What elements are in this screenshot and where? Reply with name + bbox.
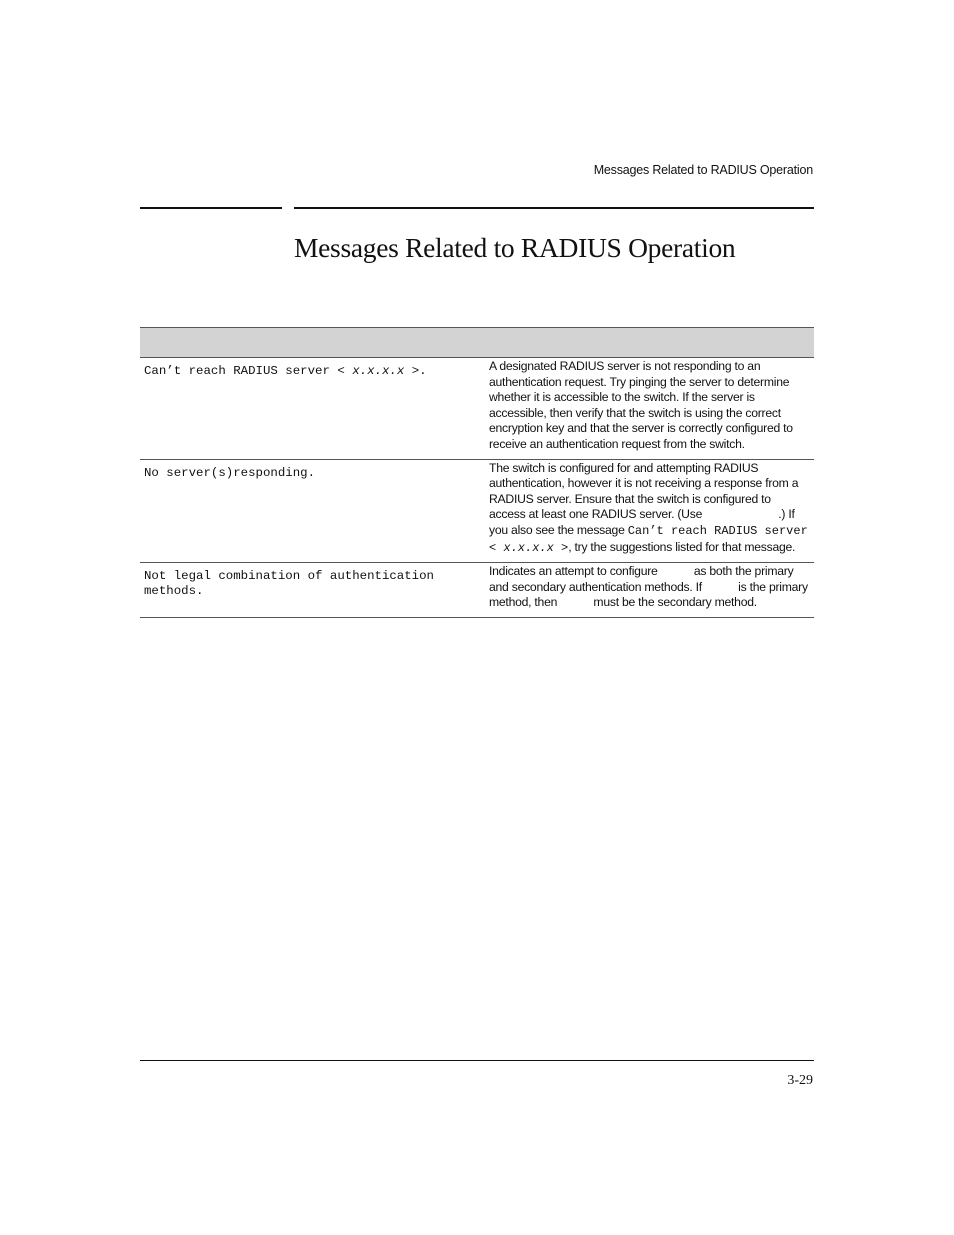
description-cell (481, 459, 814, 563)
message-text: Can’t reach RADIUS server < (144, 364, 353, 378)
message-text-end: >. (404, 364, 427, 378)
description-text: is the primary method, then (489, 579, 808, 610)
description-text: as both the primary and secondary authentication methods. If (489, 564, 794, 594)
message-cell (140, 563, 481, 618)
inline-code: > (553, 540, 569, 555)
message-text: No server(s)responding. (144, 465, 316, 480)
table-header-row (140, 328, 814, 358)
inline-code: Can’t reach RADIUS server < (489, 523, 808, 555)
column-header-message (140, 328, 481, 358)
description-text: must be the secondary method. (590, 595, 757, 610)
description-text: The switch is configured for and attempting RADIUS authentication, however it is not receiving a response from a RADIUS server. Ensure that the switch is configured to access at least one RADIUS server. (Use (489, 460, 799, 522)
description-cell (481, 563, 814, 618)
description-text: Indicates an attempt to configure (489, 564, 661, 579)
description-cell (481, 358, 814, 460)
description-text: A designated RADIUS server is not responding to an authentication request. Try pinging the server to determine whether it is accessible to the switch. If the server is accessible, then verify that the switch is using the correct encryption key and that the server is correctly configured to receive an authentication request from the switch. (489, 359, 793, 451)
message-cell (140, 459, 481, 563)
page-number: 3-29 (787, 1073, 813, 1088)
table-row (140, 563, 814, 618)
ip-placeholder: x.x.x.x (503, 540, 554, 555)
description-text: .) If you also see the message (489, 507, 795, 537)
messages-table (140, 327, 814, 618)
ip-placeholder: x.x.x.x (352, 364, 405, 378)
header-rule-left (140, 207, 282, 209)
message-text: Not legal combination of authentication methods. (144, 569, 434, 598)
header-rule-right (294, 207, 814, 209)
table-row (140, 358, 814, 460)
table-row (140, 459, 814, 563)
running-header: Messages Related to RADIUS Operation (593, 163, 813, 177)
description-text: , try the suggestions listed for that message. (568, 539, 796, 554)
section-title: Messages Related to RADIUS Operation (294, 232, 736, 263)
footer-rule (140, 1060, 814, 1061)
message-cell (140, 358, 481, 460)
column-header-description (481, 328, 814, 358)
